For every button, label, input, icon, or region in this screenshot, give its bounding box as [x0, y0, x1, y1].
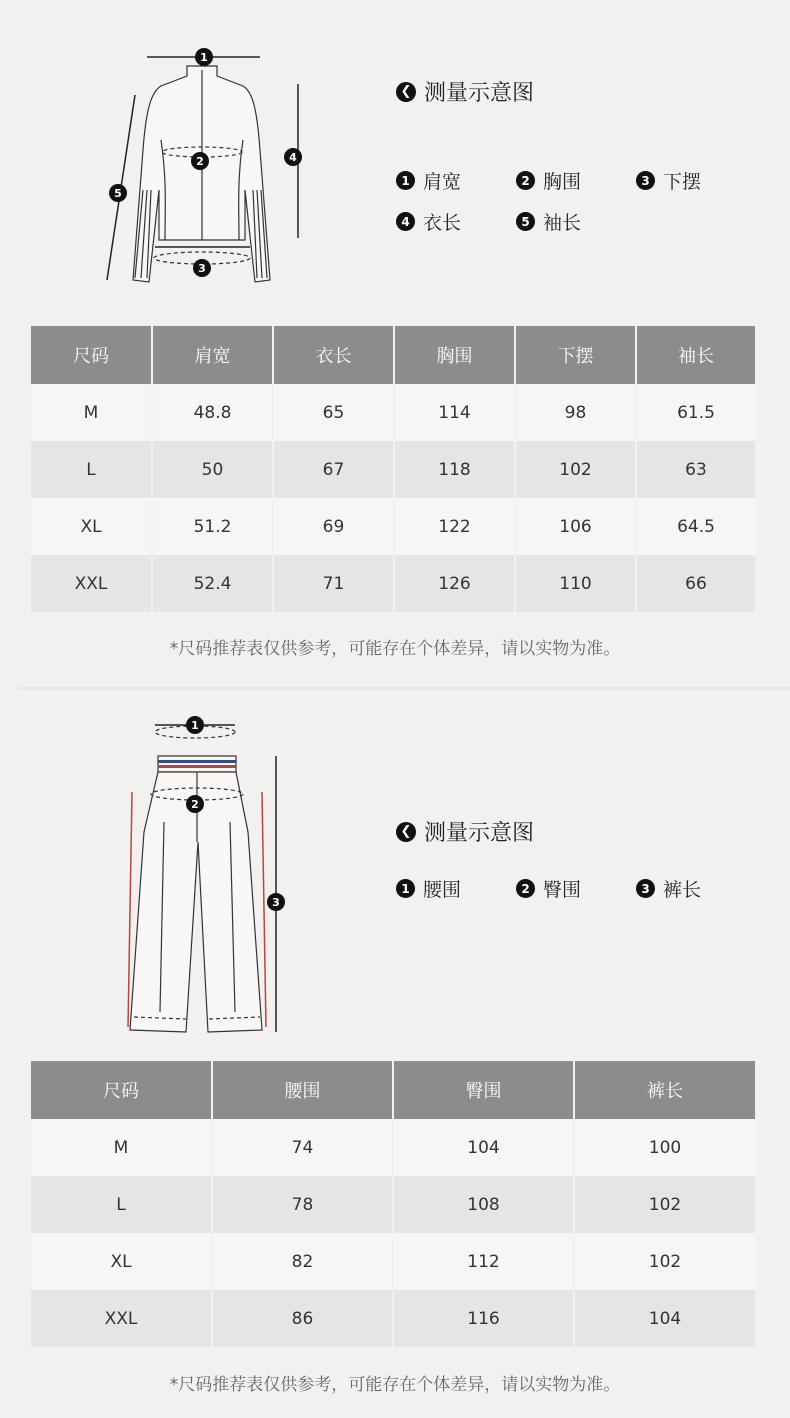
table-row	[31, 1119, 755, 1176]
table-cell: 104	[574, 1290, 755, 1347]
table-cell: 69	[273, 498, 394, 555]
table-cell: 52.4	[152, 555, 273, 612]
svg-text:1: 1	[191, 719, 199, 732]
size-disclaimer: *尺码推荐表仅供参考，可能存在个体差异，请以实物为准。	[169, 639, 621, 659]
svg-text:2: 2	[196, 155, 204, 168]
svg-text:1: 1	[200, 51, 208, 64]
table-cell: 106	[515, 498, 636, 555]
header-cell: 下摆	[515, 326, 636, 384]
legend-pant-length: 3 裤长	[636, 875, 701, 902]
legend-chest: 2 胸围	[516, 167, 581, 194]
chevron-left-icon: ❮	[396, 822, 416, 842]
table-row	[31, 1233, 755, 1290]
table-cell: XL	[31, 498, 152, 555]
table-cell: 67	[273, 441, 394, 498]
table-cell: 74	[212, 1119, 393, 1176]
table-cell: 102	[574, 1233, 755, 1290]
legend-shoulder: 1 肩宽	[396, 167, 461, 194]
table-cell: 61.5	[636, 384, 755, 441]
table-cell: 116	[393, 1290, 574, 1347]
table-cell: 108	[393, 1176, 574, 1233]
table-cell: L	[31, 1176, 212, 1233]
table-row	[31, 555, 755, 612]
measurement-legend-title: ❮ 测量示意图	[396, 816, 534, 847]
table-cell: 48.8	[152, 384, 273, 441]
table-row	[31, 441, 755, 498]
table-cell: XXL	[31, 1290, 212, 1347]
table-cell: 86	[212, 1290, 393, 1347]
table-cell: L	[31, 441, 152, 498]
header-cell: 胸围	[394, 326, 515, 384]
legend-length: 4 衣长	[396, 208, 461, 235]
jacket-illustration	[95, 40, 310, 290]
pants-size-table	[31, 1061, 755, 1347]
legend-hip: 2 臀围	[516, 875, 581, 902]
table-cell: XXL	[31, 555, 152, 612]
table-cell: 51.2	[152, 498, 273, 555]
table-cell: 100	[574, 1119, 755, 1176]
svg-text:4: 4	[289, 151, 297, 164]
header-cell: 肩宽	[152, 326, 273, 384]
header-cell: 尺码	[31, 326, 152, 384]
table-row	[31, 1176, 755, 1233]
header-cell: 裤长	[574, 1061, 755, 1119]
pants-illustration	[120, 712, 300, 1042]
size-disclaimer: *尺码推荐表仅供参考，可能存在个体差异，请以实物为准。	[169, 1375, 621, 1395]
table-cell: 112	[393, 1233, 574, 1290]
table-cell: 118	[394, 441, 515, 498]
table-cell: 104	[393, 1119, 574, 1176]
jacket-section	[0, 0, 790, 690]
table-cell: 82	[212, 1233, 393, 1290]
table-row	[31, 1290, 755, 1347]
table-cell: 122	[394, 498, 515, 555]
pants-section	[0, 690, 790, 1418]
table-row	[31, 384, 755, 441]
header-cell: 衣长	[273, 326, 394, 384]
table-cell: 66	[636, 555, 755, 612]
legend-hem: 3 下摆	[636, 167, 701, 194]
svg-text:2: 2	[191, 798, 199, 811]
svg-text:3: 3	[272, 896, 280, 909]
table-cell: 98	[515, 384, 636, 441]
table-cell: 78	[212, 1176, 393, 1233]
table-cell: 71	[273, 555, 394, 612]
table-cell: M	[31, 384, 152, 441]
svg-text:3: 3	[198, 262, 206, 275]
svg-text:5: 5	[114, 187, 122, 200]
chevron-left-icon: ❮	[396, 82, 416, 102]
table-cell: M	[31, 1119, 212, 1176]
legend-sleeve: 5 袖长	[516, 208, 581, 235]
table-cell: 126	[394, 555, 515, 612]
table-cell: XL	[31, 1233, 212, 1290]
header-cell: 臀围	[393, 1061, 574, 1119]
table-cell: 102	[515, 441, 636, 498]
jacket-size-table	[31, 326, 755, 612]
table-cell: 110	[515, 555, 636, 612]
table-cell: 102	[574, 1176, 755, 1233]
table-cell: 114	[394, 384, 515, 441]
table-header-row	[31, 326, 755, 384]
table-cell: 50	[152, 441, 273, 498]
header-cell: 尺码	[31, 1061, 212, 1119]
table-header-row	[31, 1061, 755, 1119]
header-cell: 腰围	[212, 1061, 393, 1119]
table-cell: 63	[636, 441, 755, 498]
table-row	[31, 498, 755, 555]
measurement-legend-title: ❮ 测量示意图	[396, 76, 534, 107]
table-cell: 64.5	[636, 498, 755, 555]
header-cell: 袖长	[636, 326, 755, 384]
table-cell: 65	[273, 384, 394, 441]
legend-waist: 1 腰围	[396, 875, 461, 902]
